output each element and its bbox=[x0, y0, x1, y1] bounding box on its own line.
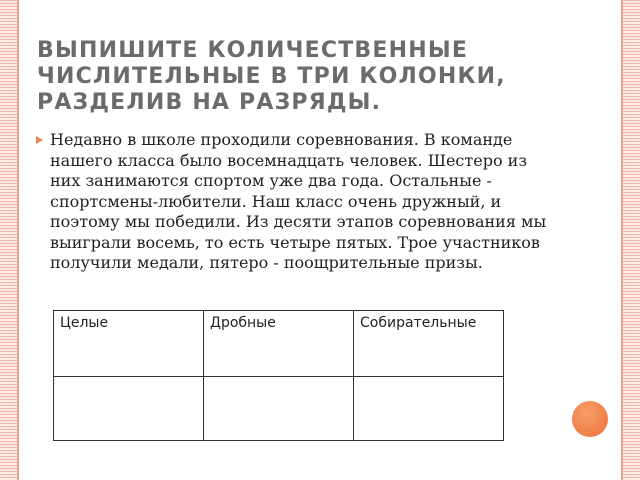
triangle-bullet-icon bbox=[36, 136, 43, 144]
table-row bbox=[54, 377, 504, 441]
table-header-cell: Собирательные bbox=[354, 311, 504, 377]
slide-title: ВЫПИШИТЕ КОЛИЧЕСТВЕННЫЕ ЧИСЛИТЕЛЬНЫЕ В ТРИ КОЛОНКИ, РАЗДЕЛИВ НА РАЗРЯДЫ. bbox=[37, 38, 506, 115]
right-border-line bbox=[621, 0, 623, 480]
orange-circle-icon bbox=[572, 401, 608, 437]
table-header-cell: Дробные bbox=[204, 311, 354, 377]
table-cell[interactable] bbox=[204, 377, 354, 441]
left-stripe-decoration bbox=[0, 0, 17, 480]
bullet-paragraph: Недавно в школе проходили соревнования. В команде нашего класса было восемнадцать человек. Шестеро из них занимаются спортом уже два года. Остальные - спортсмены-любители. Наш класс очень дружный, и поэтому мы победили. Из десяти этапов соревнования мы выиграли восемь, то есть четыре пятых. Трое участников получили медали, пятеро - поощрительные призы. bbox=[50, 130, 547, 272]
table-cell[interactable] bbox=[54, 377, 204, 441]
right-stripe-decoration bbox=[623, 0, 640, 480]
left-border-line bbox=[17, 0, 19, 480]
table-header-cell: Целые bbox=[54, 311, 204, 377]
table-cell[interactable] bbox=[354, 377, 504, 441]
table-header-row bbox=[54, 311, 504, 377]
numerals-table bbox=[53, 310, 504, 441]
